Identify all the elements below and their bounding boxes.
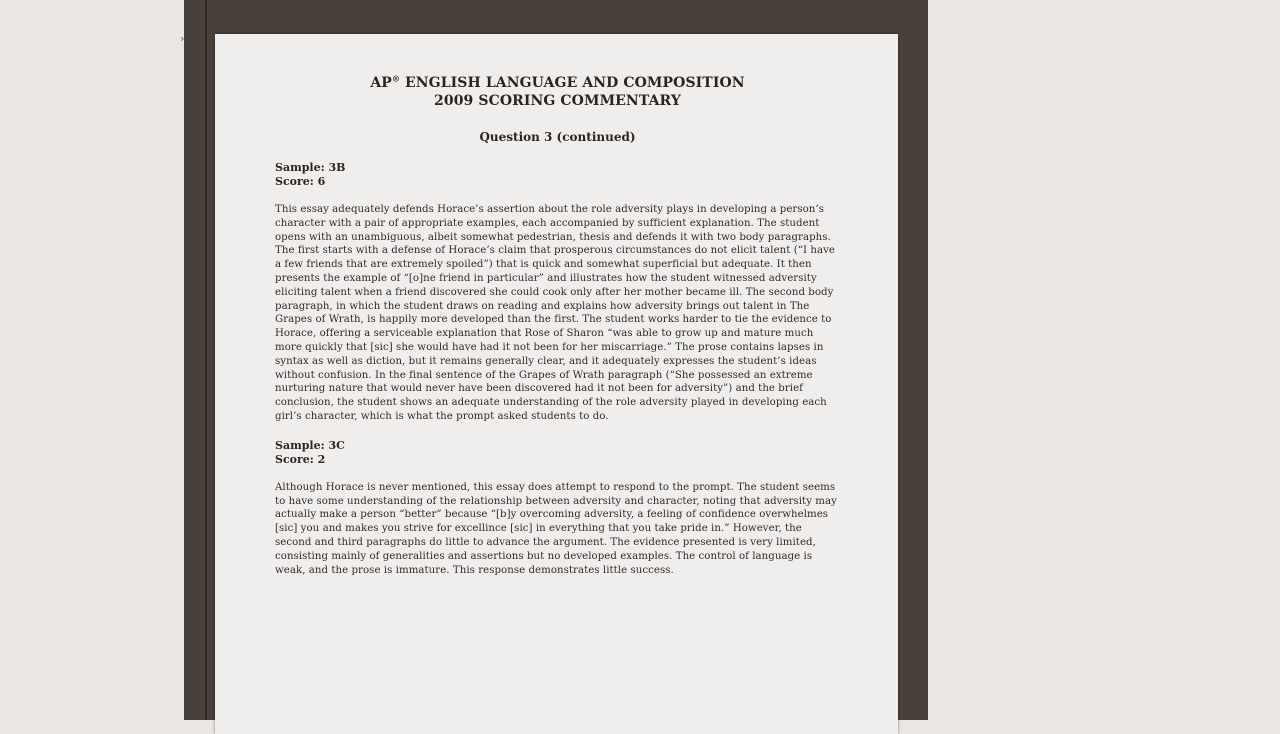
viewer-divider[interactable] xyxy=(205,0,207,720)
sample-3c-commentary: Although Horace is never mentioned, this essay does attempt to respond to the prompt. The student seems to have some understanding of the relationship between adversity and character, noting that adversity may actually make a person “better” because “[b]y overcoming adversity, a feeling of confidence overwhelmes [sic] you and makes you strive for excellince [sic] in everything that you take pride in.” However, the second and third paragraphs do little to advance the argument. The evidence presented is very limited, consisting mainly of generalities and assertions but no developed examples. The control of language is weak, and the prose is immature. This response demonstrates little success. xyxy=(275,481,837,576)
collapse-arrow-icon[interactable]: › xyxy=(180,32,185,45)
header-line-2: 2009 SCORING COMMENTARY xyxy=(434,93,681,109)
header-line-1: AP® ENGLISH LANGUAGE AND COMPOSITION xyxy=(370,73,745,91)
sample-3c-heading xyxy=(275,439,840,467)
sample-label: Sample: 3B xyxy=(275,161,346,174)
document-page xyxy=(215,34,898,734)
sample-label: Sample: 3C xyxy=(275,438,345,452)
question-title: Question 3 (continued) xyxy=(479,130,636,144)
score-label: Score: 2 xyxy=(275,452,326,466)
page-content xyxy=(275,74,840,588)
sample-3b-heading xyxy=(275,161,840,189)
sample-3b-commentary: This essay adequately defends Horace’s assertion about the role adversity plays in developing a person’s character with a pair of appropriate examples, each accompanied by sufficient explanation. The student opens with an unambiguous, albeit somewhat pedestrian, thesis and defends it with two body paragraphs. The first starts with a defense of Horace’s claim that prosperous circumstances do not elicit talent (“I have a few friends that are extremely spoiled”) that is quick and somewhat superficial but adequate. It then presents the example of “[o]ne friend in particular” and illustrates how the student witnessed adversity eliciting talent when a friend discovered she could cook only after her mother became ill. The second body paragraph, in which the student draws on reading and explains how adversity brings out talent in The Grapes of Wrath, is happily more developed than the first. The student works harder to tie the evidence to Horace, offering a serviceable explanation that Rose of Sharon “was able to grow up and mature much more quickly that [sic] she would have had it not been for her miscarriage.” The prose contains lapses in syntax as well as diction, but it remains generally clear, and it adequately expresses the student’s ideas without confusion. In the final sentence of the Grapes of Wrath paragraph (“She possessed an extreme nurturing nature that would never have been discovered had it not been for adversity”) and the brief conclusion, the student shows an adequate understanding of the role adversity played in developing each girl’s character, which is what the prompt asked students to do. xyxy=(275,204,835,422)
document-header xyxy=(275,74,840,110)
score-label: Score: 6 xyxy=(275,175,326,188)
registered-mark: ® xyxy=(391,73,401,84)
